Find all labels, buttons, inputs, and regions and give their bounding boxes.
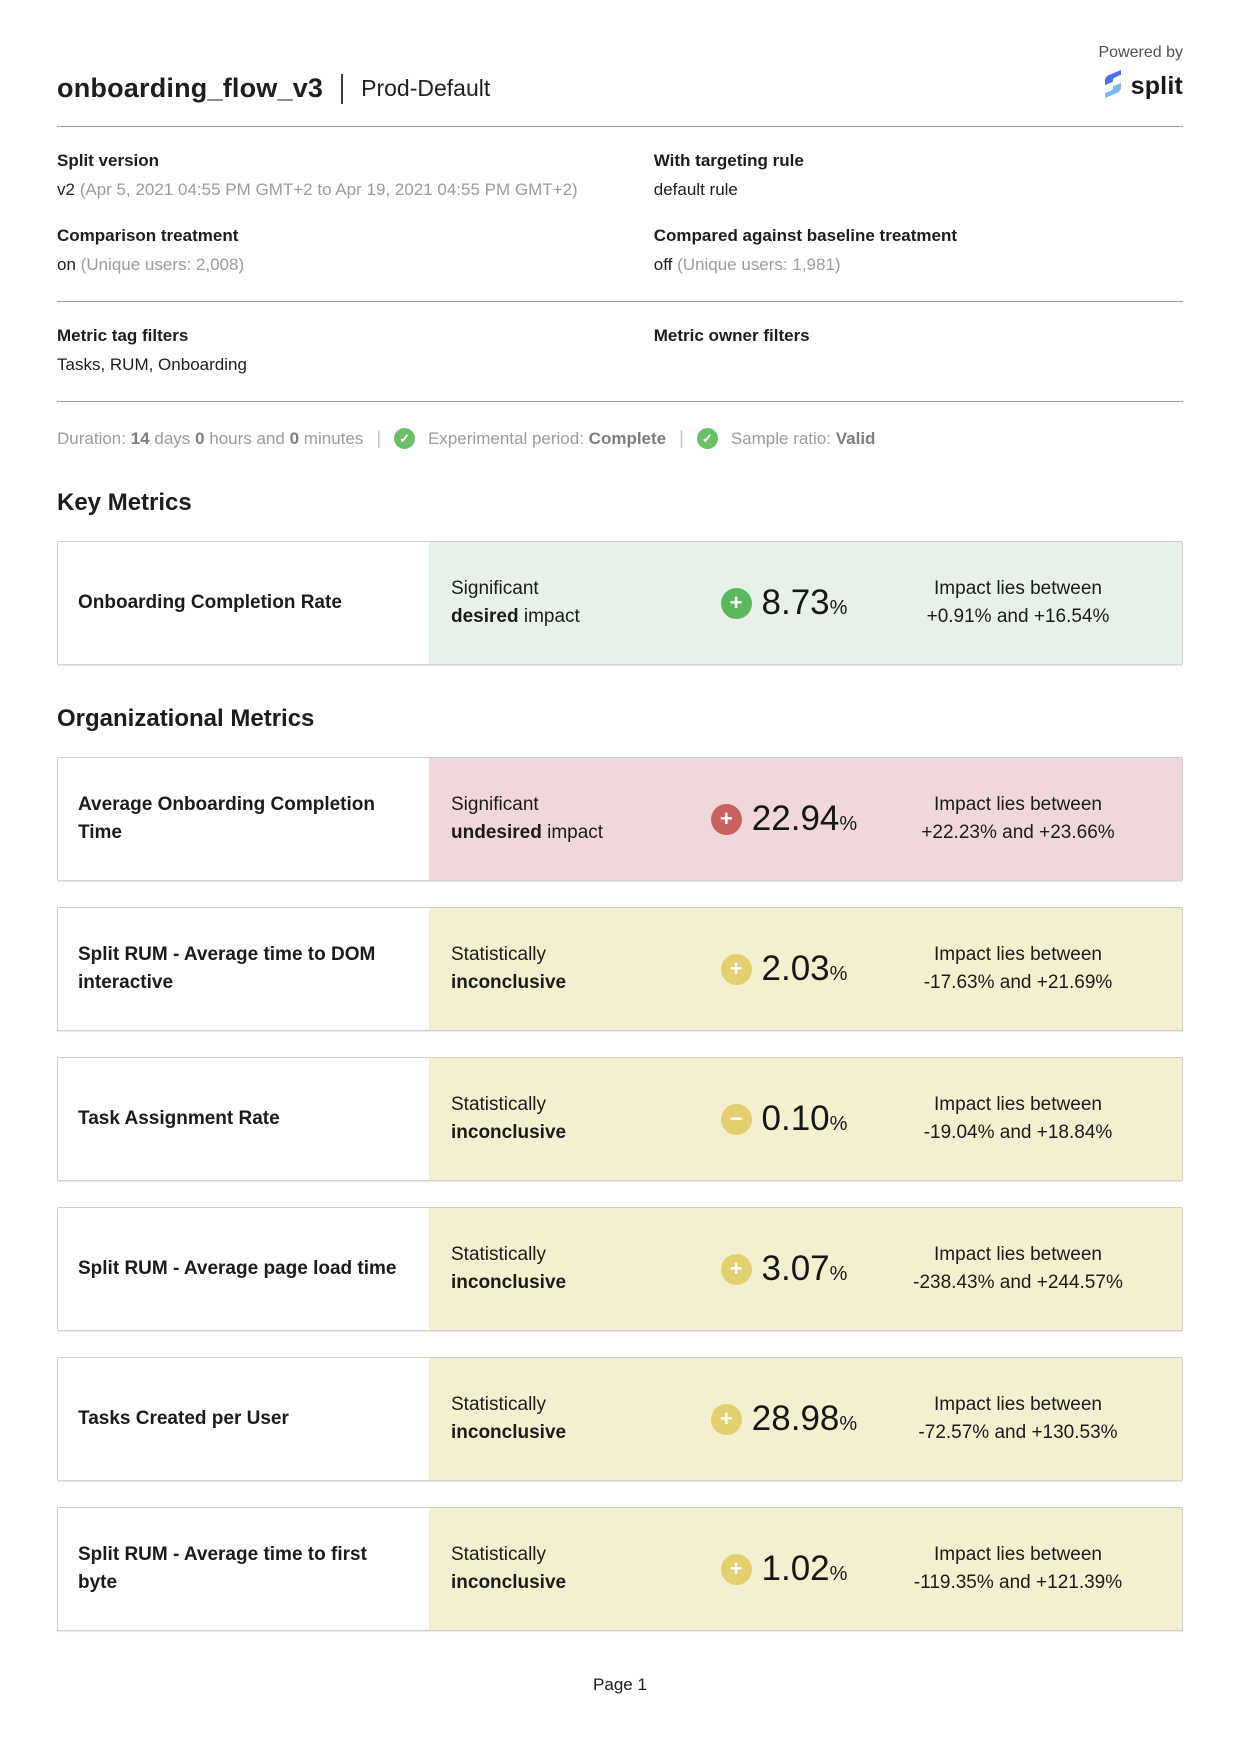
metric-status: Statistically inconclusive <box>451 943 567 993</box>
meta-split-version <box>57 151 654 200</box>
sample-ratio-text: Sample ratio: Valid <box>730 428 876 448</box>
plus-circle-icon: + <box>721 954 752 985</box>
metric-result-panel <box>429 542 1182 664</box>
metric-name: Tasks Created per User <box>58 1358 429 1480</box>
metric-impact-range: Impact lies between +22.23% and +23.66% <box>921 793 1115 843</box>
metric-card-rum-dom-interactive <box>57 907 1183 1031</box>
page-number: Page 1 <box>593 1675 647 1694</box>
meta-value: off (Unique users: 1,981) <box>653 255 841 274</box>
meta-label: Metric tag filters <box>57 326 189 345</box>
metric-result-panel <box>429 1058 1182 1180</box>
experimental-period-text: Experimental period: Complete <box>428 428 667 448</box>
plus-circle-icon: + <box>711 1404 742 1435</box>
report-header <box>57 44 1183 127</box>
metric-impact-range: Impact lies between -17.63% and +21.69% <box>923 943 1113 993</box>
meta-label: Split version <box>57 151 160 170</box>
metric-card-rum-page-load-time <box>57 1207 1183 1331</box>
metric-filters <box>57 302 1183 402</box>
metric-status: Statistically inconclusive <box>451 1393 567 1443</box>
meta-comparison-treatment <box>57 226 654 275</box>
check-circle-icon: ✓ <box>394 428 415 449</box>
meta-label: Comparison treatment <box>57 226 239 245</box>
metric-card-onboarding-completion-rate <box>57 541 1183 665</box>
experiment-status-row <box>57 428 1183 449</box>
meta-value: on (Unique users: 2,008) <box>57 255 245 274</box>
plus-circle-icon: + <box>721 1554 752 1585</box>
metric-result-panel <box>429 908 1182 1030</box>
metric-impact-value: + 1.02% <box>669 1549 899 1589</box>
metric-impact-value: − 0.10% <box>669 1099 899 1139</box>
title-row <box>57 73 490 104</box>
duration-text: Duration: 14 days 0 hours and 0 minutes <box>57 428 364 448</box>
environment-name: Prod-Default <box>361 75 491 101</box>
metric-impact-value: + 3.07% <box>669 1249 899 1289</box>
divider: | <box>376 428 382 448</box>
metric-card-avg-onboarding-completion-time <box>57 757 1183 881</box>
plus-circle-icon: + <box>721 1254 752 1285</box>
key-metrics-heading: Key Metrics <box>57 489 192 516</box>
metric-name: Split RUM - Average page load time <box>58 1208 429 1330</box>
metric-status: Statistically inconclusive <box>451 1093 567 1143</box>
metric-name: Onboarding Completion Rate <box>58 542 429 664</box>
metric-result-panel <box>429 758 1182 880</box>
metric-status: Statistically inconclusive <box>451 1243 567 1293</box>
metric-card-task-assignment-rate <box>57 1057 1183 1181</box>
meta-value: v2 (Apr 5, 2021 04:55 PM GMT+2 to Apr 19, 2021 04:55 PM GMT+2) <box>57 180 578 199</box>
metric-card-tasks-created-per-user <box>57 1357 1183 1481</box>
brand-box <box>1099 44 1184 104</box>
metric-name: Split RUM - Average time to DOM interactive <box>58 908 429 1030</box>
metric-result-panel <box>429 1508 1182 1630</box>
title-separator <box>341 74 343 104</box>
split-logo-icon <box>1100 69 1126 104</box>
minus-circle-icon: − <box>721 1104 752 1135</box>
split-logo <box>1100 69 1183 104</box>
divider: | <box>679 428 684 448</box>
metric-name: Split RUM - Average time to first byte <box>58 1508 429 1630</box>
metric-impact-range: Impact lies between -72.57% and +130.53% <box>918 1393 1118 1443</box>
metric-status: Significant desired impact <box>451 577 580 627</box>
meta-value: Tasks, RUM, Onboarding <box>57 355 247 374</box>
org-metrics-heading: Organizational Metrics <box>57 705 315 732</box>
metric-card-rum-time-to-first-byte <box>57 1507 1183 1631</box>
meta-value: default rule <box>653 180 738 199</box>
metric-name: Task Assignment Rate <box>58 1058 429 1180</box>
metric-impact-range: Impact lies between -19.04% and +18.84% <box>923 1093 1113 1143</box>
meta-label: Metric owner filters <box>653 326 810 345</box>
metric-impact-value: + 2.03% <box>669 949 899 989</box>
metric-impact-value: + 28.98% <box>669 1399 899 1439</box>
check-circle-icon: ✓ <box>697 428 718 449</box>
split-logo-text: split <box>1130 72 1183 100</box>
metric-result-panel <box>429 1208 1182 1330</box>
metric-status: Statistically inconclusive <box>451 1543 567 1593</box>
metric-impact-value: + 22.94% <box>669 799 899 839</box>
meta-owner-filters <box>654 326 1183 375</box>
meta-tag-filters <box>57 326 654 375</box>
powered-by-label: Powered by <box>1098 44 1183 61</box>
meta-label: With targeting rule <box>653 151 804 170</box>
meta-baseline-treatment <box>654 226 1183 275</box>
metric-impact-range: Impact lies between -119.35% and +121.39% <box>913 1543 1123 1593</box>
metric-impact-range: Impact lies between -238.43% and +244.57% <box>913 1243 1123 1293</box>
plus-circle-icon: + <box>721 588 752 619</box>
metric-result-panel <box>429 1358 1182 1480</box>
metric-status: Significant undesired impact <box>451 793 604 843</box>
metric-name: Average Onboarding Completion Time <box>58 758 429 880</box>
experiment-meta <box>57 127 1183 302</box>
split-name-title: onboarding_flow_v3 <box>57 73 324 103</box>
metric-impact-range: Impact lies between +0.91% and +16.54% <box>926 577 1110 627</box>
metric-impact-value: + 8.73% <box>669 583 899 623</box>
meta-targeting-rule <box>654 151 1183 200</box>
meta-label: Compared against baseline treatment <box>653 226 958 245</box>
plus-circle-icon: + <box>711 804 742 835</box>
